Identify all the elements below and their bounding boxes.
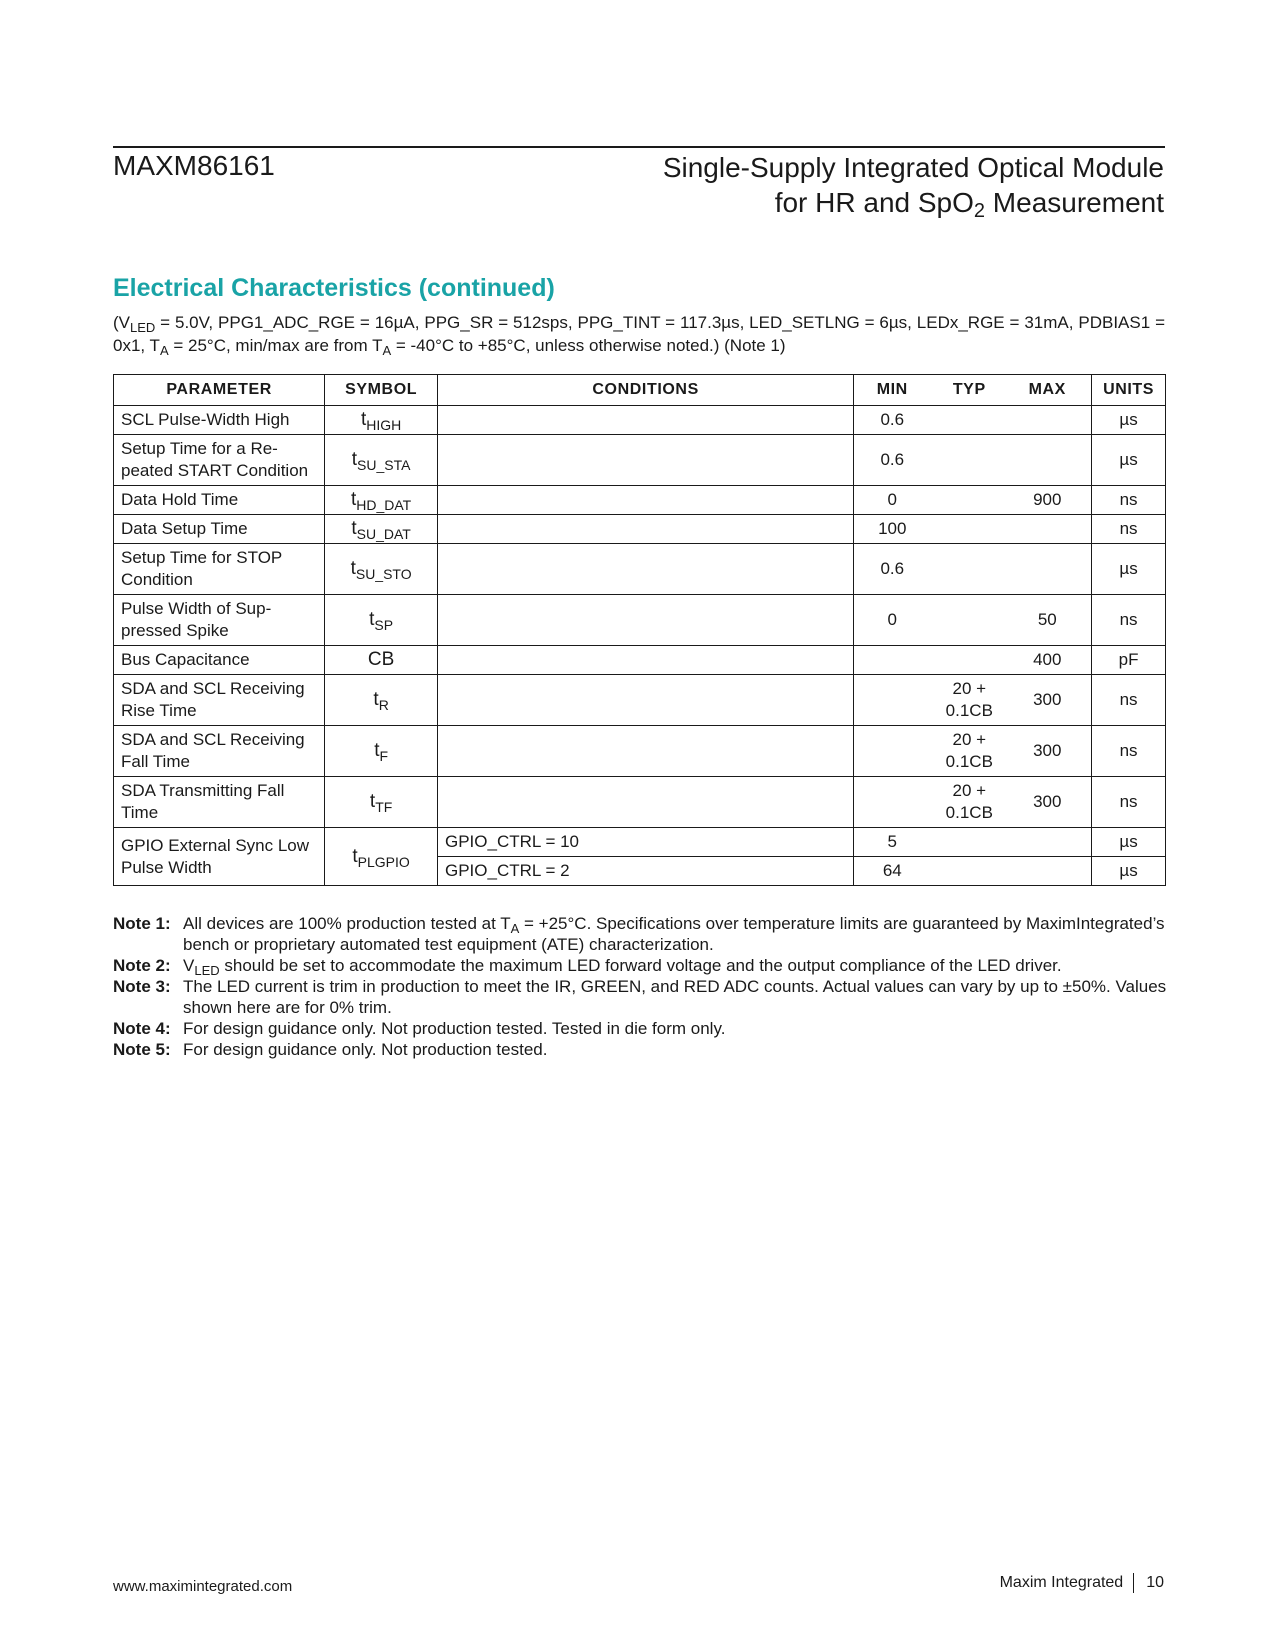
value-cells xyxy=(854,828,1092,857)
note-item xyxy=(113,1039,1173,1060)
units-cell: ns xyxy=(1092,777,1166,828)
conditions-cell xyxy=(438,646,854,675)
page-number: 10 xyxy=(1146,1574,1164,1591)
max-value: 300 xyxy=(1033,741,1062,760)
min-value: 0.6 xyxy=(880,410,905,429)
table-row xyxy=(114,726,1166,777)
col-min: MIN xyxy=(876,381,908,398)
min-value: 0 xyxy=(887,490,898,509)
note-label: Note 5: xyxy=(113,1040,171,1059)
note-item xyxy=(113,913,1173,955)
min-value: 0.6 xyxy=(880,559,905,578)
conditions-cell xyxy=(438,544,854,595)
table-row xyxy=(114,646,1166,675)
value-cells xyxy=(854,777,1092,828)
col-parameter: PARAMETER xyxy=(114,375,325,406)
test-conditions: ($V_{LED} = 5.0V$, PPG1_ADC_RGE = 16µA, PPG_SR = 512sps, PPG_TINT = 117.3µs, LED_SETLNG = 6µs, LEDx_RGE = 31mA, PDBIAS1 = 0x1, $T_A = 25^\circ C$, min/max are from $T_A = -40^\circ C$ to +85°C, unless otherwise noted.) (Note 1) xyxy=(113,313,1165,358)
min-value: 0.6 xyxy=(880,450,905,469)
max-value: 900 xyxy=(1033,490,1062,509)
symbol-cell: $t_R$ xyxy=(325,675,438,726)
table-row xyxy=(114,675,1166,726)
min-value: 100 xyxy=(878,519,907,538)
table-row xyxy=(114,595,1166,646)
symbol-cell: $t_{SP}$ xyxy=(325,595,438,646)
units-cell: pF xyxy=(1092,646,1166,675)
title-line-1: Single-Supply Integrated Optical Module xyxy=(662,152,1164,183)
units-cell: ns xyxy=(1092,726,1166,777)
typ-value: 20 + 0.1CB xyxy=(945,781,993,822)
part-number: MAXM86161 xyxy=(113,150,275,181)
parameter-cell: Data Hold Time xyxy=(114,486,325,515)
parameter-cell: GPIO External Sync Low Pulse Width xyxy=(114,828,325,886)
table-row xyxy=(114,515,1166,544)
note-label: Note 3: xyxy=(113,977,171,996)
footer-divider xyxy=(1133,1573,1134,1593)
typ-value: 20 + 0.1CB xyxy=(945,679,993,720)
table-header-row xyxy=(114,375,1166,406)
footer-right xyxy=(1000,1573,1164,1593)
min-value: 0 xyxy=(887,610,898,629)
conditions-cell xyxy=(438,777,854,828)
value-cells xyxy=(854,486,1092,515)
units-cell: ns xyxy=(1092,515,1166,544)
value-cells xyxy=(854,406,1092,435)
conditions-cell xyxy=(438,595,854,646)
table-row xyxy=(114,406,1166,435)
units-cell: µs xyxy=(1092,857,1166,886)
note-text: All devices are 100% production tested at $T_A = +25^\circ C$. Specifications over temperature limits are guaranteed by MaximIntegrated’s bench or proprietary automated test equipment (ATE) characterization. xyxy=(183,914,1165,954)
footer-website: www.maximintegrated.com xyxy=(113,1578,293,1595)
section-heading: Electrical Characteristics (continued) xyxy=(113,274,555,302)
units-cell: ns xyxy=(1092,675,1166,726)
value-cells xyxy=(854,595,1092,646)
note-label: Note 4: xyxy=(113,1019,171,1038)
note-text: $V_{LED}$ should be set to accommodate the maximum LED forward voltage and the output compliance of the LED driver. xyxy=(183,956,1062,978)
notes xyxy=(113,913,1173,1060)
parameter-cell: SCL Pulse-Width High xyxy=(114,406,325,435)
note-text: For design guidance only. Not production tested. Tested in die form only. xyxy=(183,1019,726,1038)
max-value: 300 xyxy=(1033,792,1062,811)
symbol-cell: $t_{SU\_STA}$ xyxy=(325,435,438,486)
parameter-cell: SDA and SCL Receiving Rise Time xyxy=(114,675,325,726)
value-cells xyxy=(854,675,1092,726)
conditions-cell: GPIO_CTRL = 2 xyxy=(438,857,854,886)
min-value: 5 xyxy=(887,832,898,851)
units-cell: ns xyxy=(1092,595,1166,646)
units-cell: µs xyxy=(1092,406,1166,435)
note-item xyxy=(113,955,1173,976)
min-value: 64 xyxy=(882,861,902,880)
table-row xyxy=(114,544,1166,595)
note-text: The LED current is trim in production to meet the IR, GREEN, and RED ADC counts. Actual values can vary by up to ±50%. Values shown here are for 0% trim. xyxy=(183,977,1167,1017)
value-cells xyxy=(854,857,1092,886)
value-cells xyxy=(854,515,1092,544)
symbol-cell: $t_F$ xyxy=(325,726,438,777)
parameter-cell: Data Setup Time xyxy=(114,515,325,544)
parameter-cell: SDA Transmitting Fall Time xyxy=(114,777,325,828)
value-cells xyxy=(854,646,1092,675)
col-max: MAX xyxy=(1028,381,1066,398)
parameter-cell: Setup Time for a Re-peated START Condition xyxy=(114,435,325,486)
parameter-cell: Setup Time for STOP Condition xyxy=(114,544,325,595)
max-value: 50 xyxy=(1037,610,1057,629)
units-cell: ns xyxy=(1092,486,1166,515)
footer-company: Maxim Integrated xyxy=(999,1574,1124,1591)
value-cells xyxy=(854,726,1092,777)
value-cells xyxy=(854,544,1092,595)
col-symbol: SYMBOL xyxy=(325,375,438,406)
conditions-cell xyxy=(438,515,854,544)
electrical-characteristics-table xyxy=(113,374,1166,886)
document-title xyxy=(663,150,1164,220)
note-item xyxy=(113,1018,1173,1039)
typ-value: 20 + 0.1CB xyxy=(945,730,993,771)
col-units: UNITS xyxy=(1092,375,1166,406)
units-cell: µs xyxy=(1092,828,1166,857)
note-label: Note 1: xyxy=(113,914,171,933)
note-label: Note 2: xyxy=(113,956,171,975)
symbol-cell: $t_{PLGPIO}$ xyxy=(325,828,438,886)
symbol-cell: $t_{SU\_DAT}$ xyxy=(325,515,438,544)
units-cell: µs xyxy=(1092,435,1166,486)
parameter-cell: Pulse Width of Sup-pressed Spike xyxy=(114,595,325,646)
parameter-cell: SDA and SCL Receiving Fall Time xyxy=(114,726,325,777)
title-line-2: for HR and SpO$_2$ Measurement xyxy=(774,187,1164,222)
header-rule xyxy=(113,146,1165,148)
max-value: 300 xyxy=(1033,690,1062,709)
max-value: 400 xyxy=(1033,650,1062,669)
conditions-cell xyxy=(438,675,854,726)
conditions-cell xyxy=(438,726,854,777)
col-min-typ-max xyxy=(854,375,1092,406)
table-row xyxy=(114,777,1166,828)
col-conditions: CONDITIONS xyxy=(438,375,854,406)
note-item xyxy=(113,976,1173,1018)
symbol-cell: $t_{SU\_STO}$ xyxy=(325,544,438,595)
symbol-cell: $t_{HD\_DAT}$ xyxy=(325,486,438,515)
value-cells xyxy=(854,435,1092,486)
table-row xyxy=(114,828,1166,857)
conditions-cell: GPIO_CTRL = 10 xyxy=(438,828,854,857)
symbol-cell: $t_{TF}$ xyxy=(325,777,438,828)
conditions-cell xyxy=(438,486,854,515)
table-row xyxy=(114,435,1166,486)
parameter-cell: Bus Capacitance xyxy=(114,646,325,675)
symbol-cell: $t_{HIGH}$ xyxy=(325,406,438,435)
conditions-cell xyxy=(438,406,854,435)
conditions-cell xyxy=(438,435,854,486)
symbol-cell: CB xyxy=(325,646,438,675)
units-cell: µs xyxy=(1092,544,1166,595)
table-row xyxy=(114,486,1166,515)
col-typ: TYP xyxy=(952,381,986,398)
note-text: For design guidance only. Not production tested. xyxy=(183,1040,548,1059)
